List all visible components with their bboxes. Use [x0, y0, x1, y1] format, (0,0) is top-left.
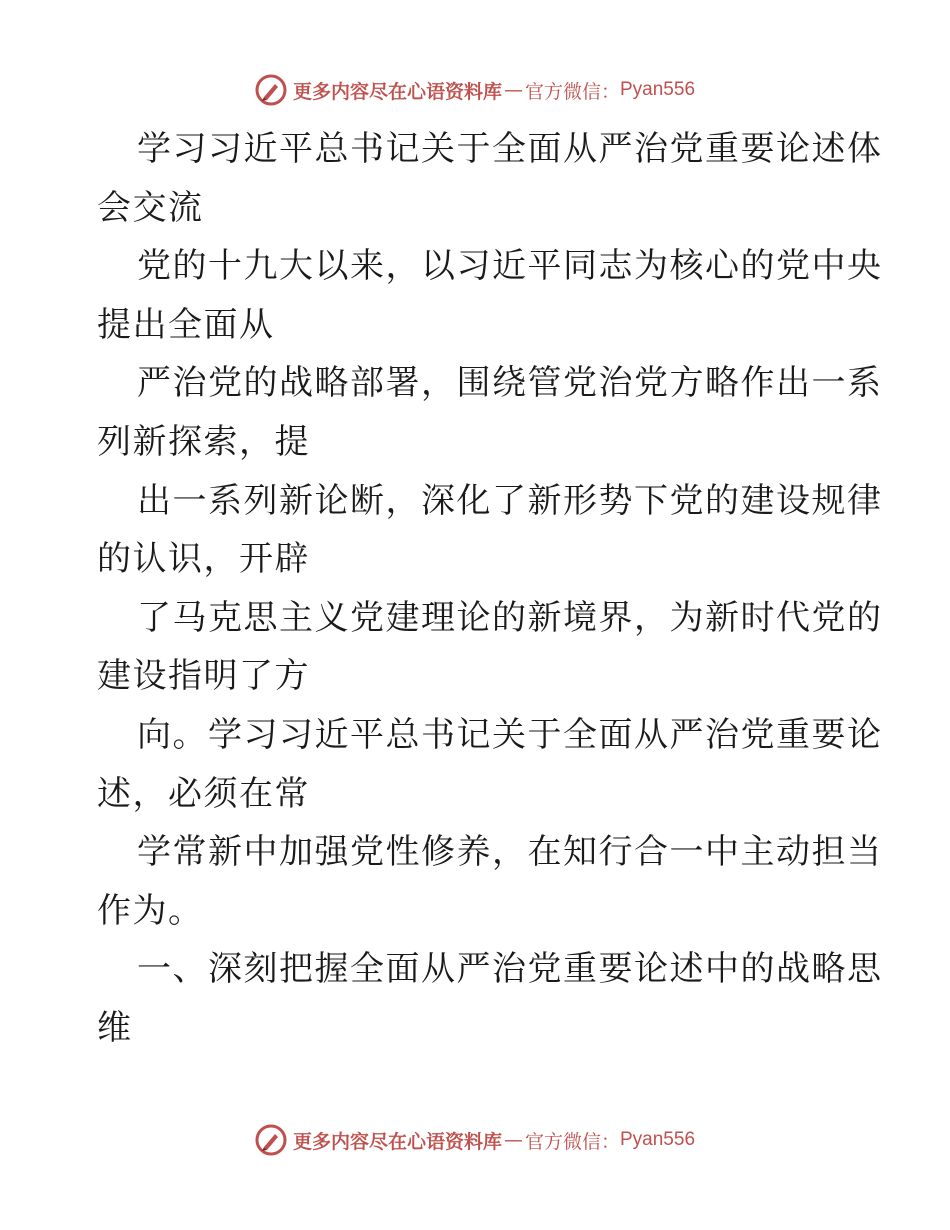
text-line: 严治党的战略部署，围绕管党治党方略作出一系: [137, 363, 883, 404]
banner-dash: —: [503, 1129, 523, 1151]
banner-wechat-handle: Pyan556: [620, 79, 696, 100]
text-line: 学常新中加强党性修养，在知行合一中主动担当: [137, 832, 883, 873]
pen-logo-icon: [255, 1124, 287, 1156]
header-watermark: [0, 70, 950, 110]
document-body: [97, 120, 883, 1058]
text-line: 会交流: [97, 187, 204, 228]
text-line: 一、深刻把握全面从严治党重要论述中的战略思: [137, 949, 883, 990]
text-line: 维: [97, 1007, 133, 1048]
text-line: 党的十九大以来，以习近平同志为核心的党中央: [137, 246, 883, 287]
banner-brand: 更多内容尽在心语资料库: [292, 1130, 502, 1153]
text-line: 作为。: [97, 890, 204, 931]
text-line: 建设指明了方: [97, 656, 310, 697]
text-line: 出一系列新论断，深化了新形势下党的建设规律: [137, 480, 883, 521]
pen-logo-icon: [255, 74, 287, 106]
footer-watermark: [0, 1120, 950, 1160]
text-line: 列新探索，提: [97, 421, 310, 462]
text-line: 向。学习习近平总书记关于全面从严治党重要论: [137, 714, 883, 755]
text-line: 的认识，开辟: [97, 539, 310, 580]
text-line: 述，必须在常: [97, 773, 310, 814]
text-line: 了马克思主义党建理论的新境界，为新时代党的: [137, 597, 883, 638]
banner-wechat-label: 官方微信：: [524, 1130, 620, 1153]
banner-wechat-label: 官方微信：: [524, 80, 620, 103]
banner-wechat-handle: Pyan556: [620, 1129, 696, 1150]
text-line: 提出全面从: [97, 304, 275, 345]
banner-brand: 更多内容尽在心语资料库: [292, 80, 502, 103]
banner-dash: —: [503, 79, 523, 101]
text-line: 学习习近平总书记关于全面从严治党重要论述体: [137, 129, 883, 169]
